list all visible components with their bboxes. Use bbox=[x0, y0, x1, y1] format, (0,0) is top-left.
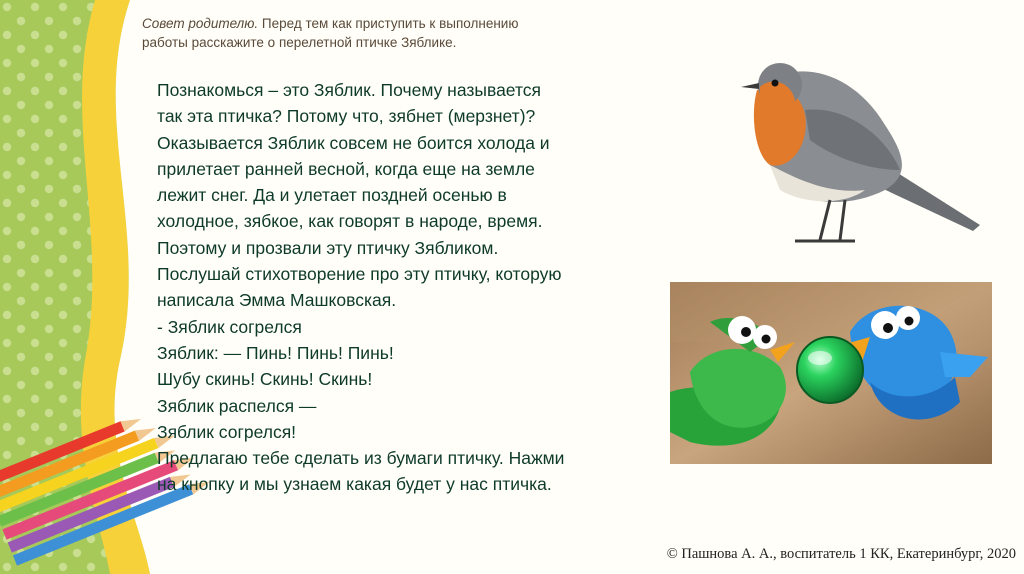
story-line: - Зяблик согрелся bbox=[157, 316, 302, 337]
story-line: Послушай стихотворение про эту птичку, которую bbox=[157, 264, 562, 285]
story-line: Поэтому и прозвали эту птичку Зябликом. bbox=[157, 237, 499, 258]
story-line: холодное, зябкое, как говорят в народе, время. bbox=[157, 211, 543, 232]
author-credit: © Пашнова А. А., воспитатель 1 КК, Екатеринбург, 2020 bbox=[666, 546, 1016, 562]
story-line: Предлагаю тебе сделать из бумаги птичку. Нажми bbox=[157, 448, 565, 469]
story-line: написала Эмма Машковская. bbox=[157, 290, 397, 311]
story-line: Зяблик: — Пинь! Пинь! Пинь! bbox=[157, 342, 394, 363]
green-glass-button[interactable] bbox=[797, 337, 863, 403]
advice-label: Совет родителю. bbox=[142, 16, 259, 31]
story-line: на кнопку и мы узнаем какая будет у нас птичка. bbox=[157, 474, 552, 495]
story-line: Познакомься – это Зяблик. Почему называется bbox=[157, 80, 542, 100]
bird-image bbox=[735, 55, 985, 255]
story-line: Оказывается Зяблик совсем не боится холода и bbox=[157, 132, 550, 153]
story-text bbox=[157, 77, 677, 498]
story-line: прилетает ранней весной, когда еще на земле bbox=[157, 158, 535, 179]
advice-text-line2: работы расскажите о перелетной птичке Зяблике. bbox=[142, 35, 457, 50]
story-line: Зяблик согрелся! bbox=[157, 421, 297, 442]
advice-text-line1: Перед тем как приступить к выполнению bbox=[258, 16, 519, 31]
parent-advice bbox=[142, 14, 662, 52]
story-line: так эта птичка? Потому что, зябнет (мерзнет)? bbox=[157, 106, 536, 127]
story-line: Шубу скинь! Скинь! Скинь! bbox=[157, 369, 373, 390]
story-line: Зяблик распелся — bbox=[157, 395, 317, 416]
paper-birds-image bbox=[670, 282, 992, 464]
story-line: лежит снег. Да и улетает поздней осенью в bbox=[157, 185, 507, 206]
